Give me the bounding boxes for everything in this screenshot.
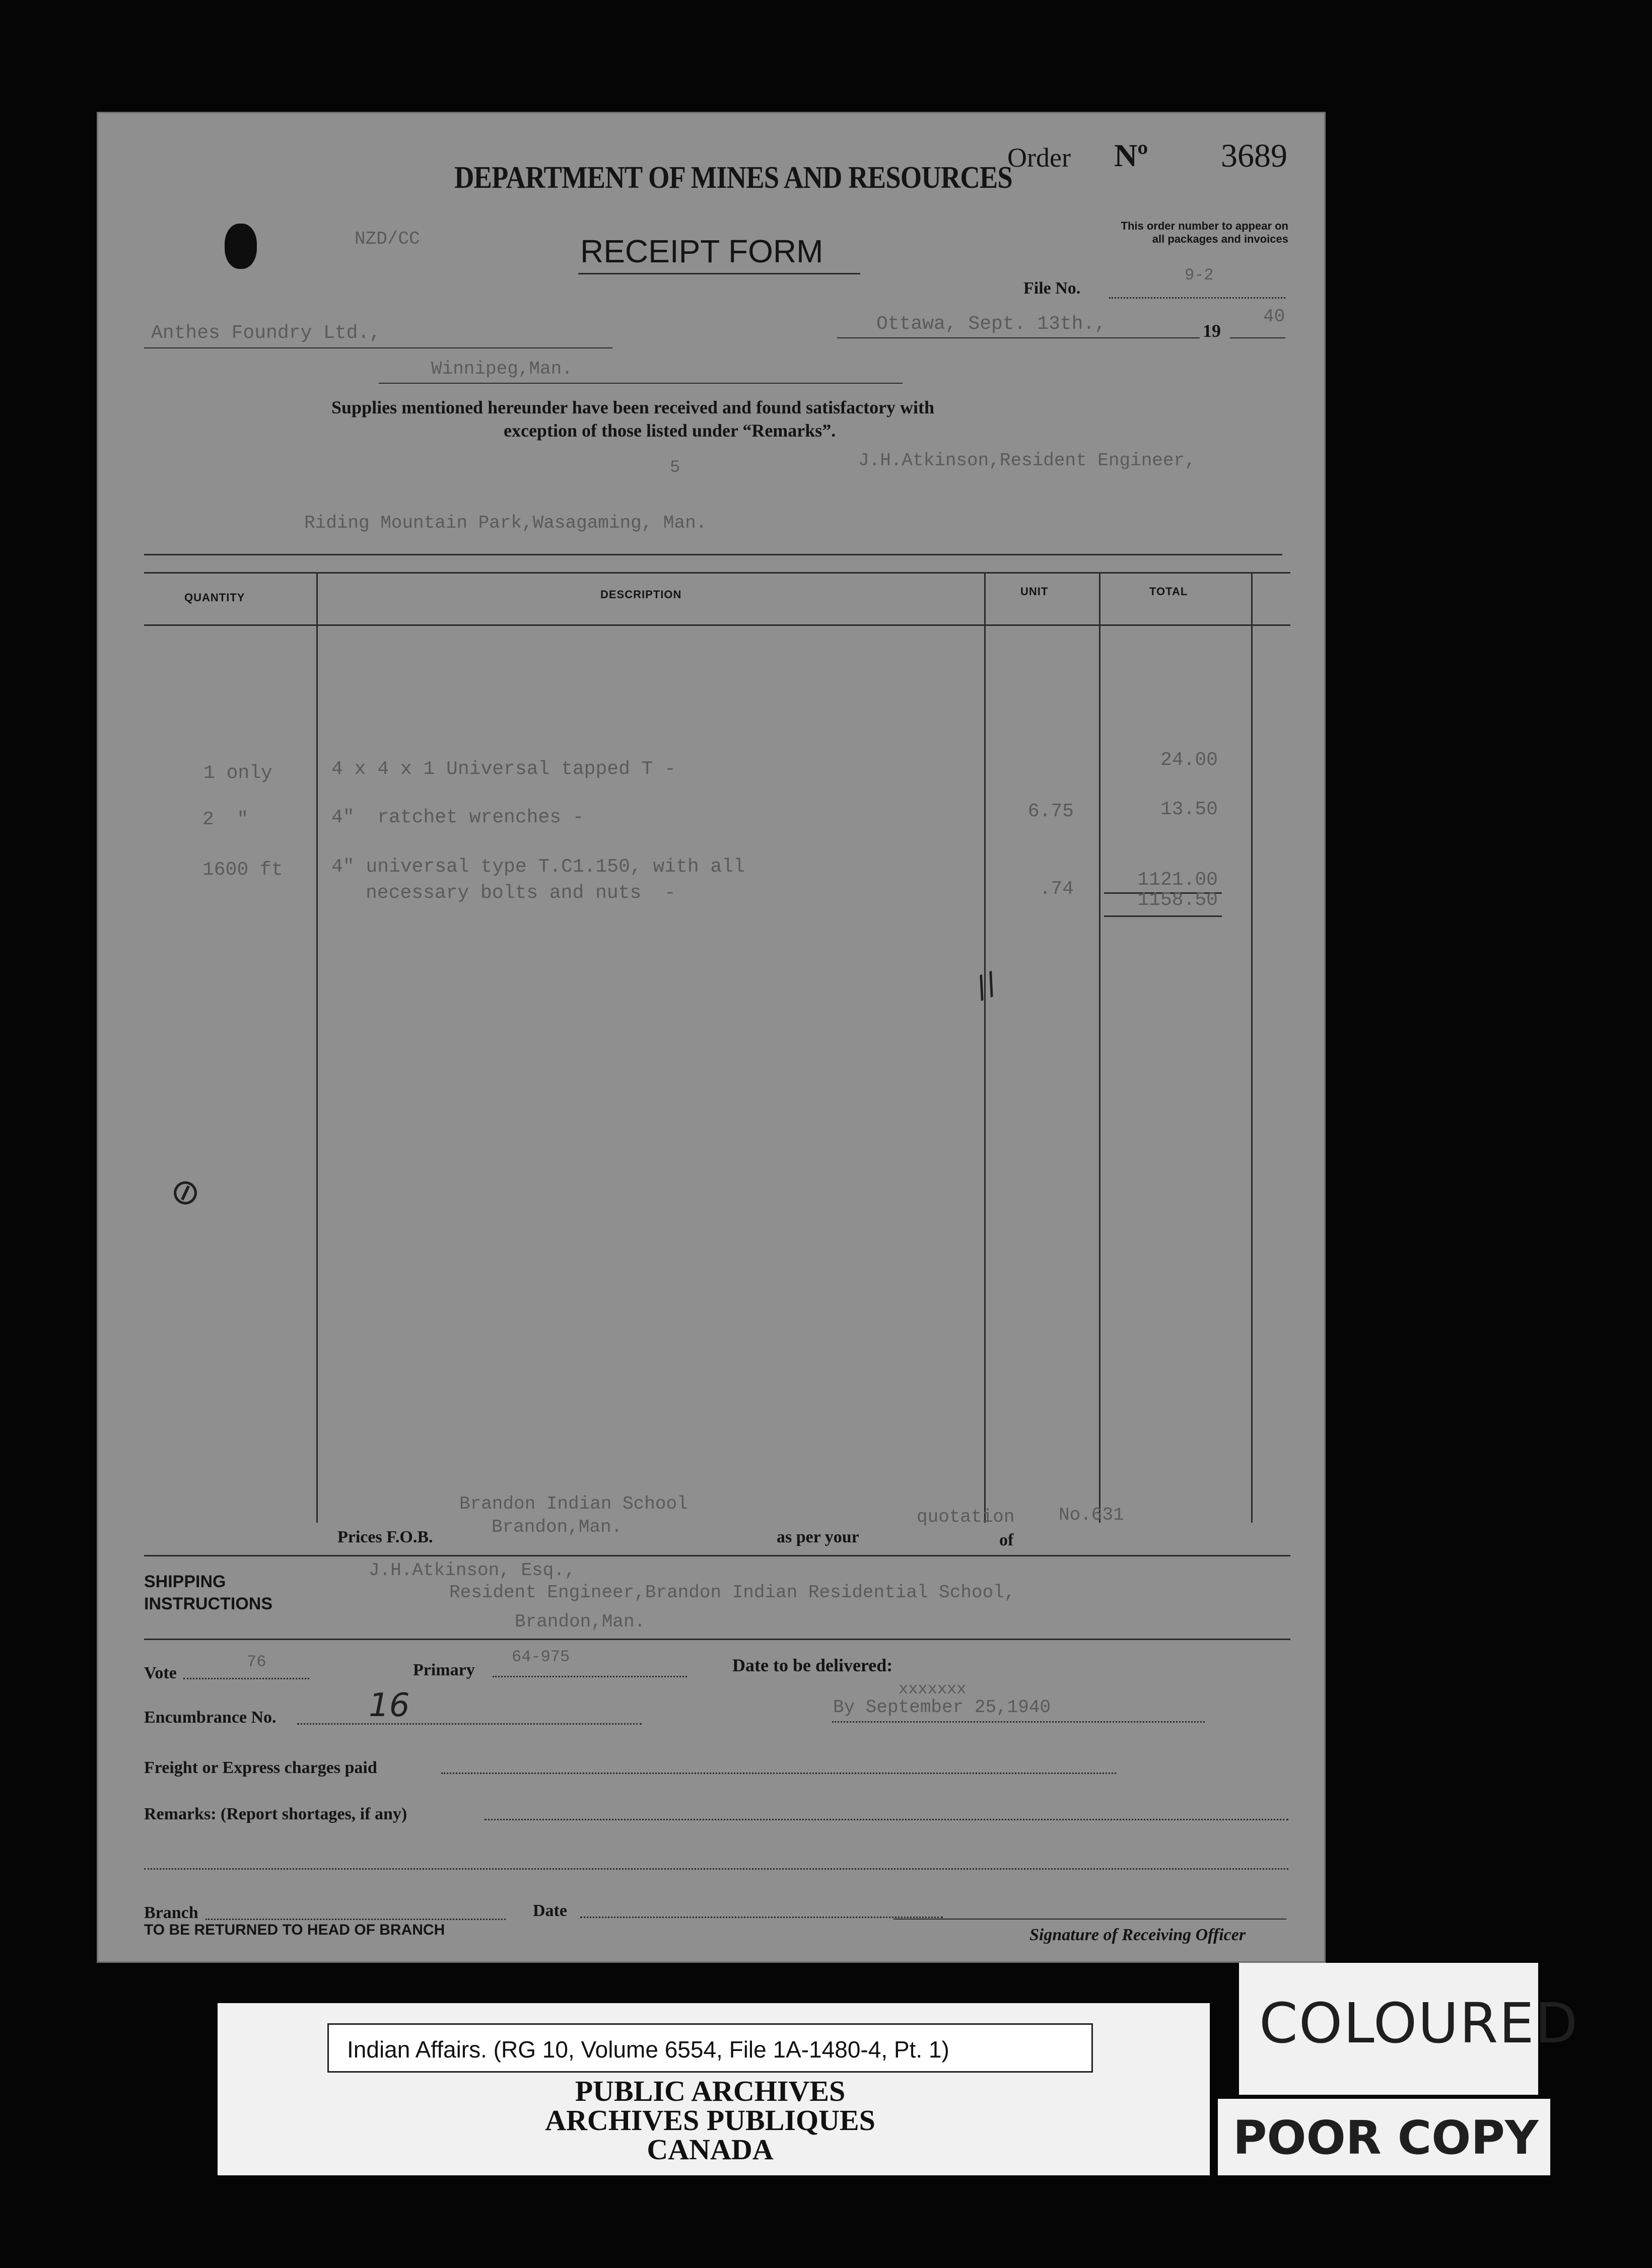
reference-code: NZD/CC bbox=[355, 229, 420, 249]
title-underline bbox=[578, 273, 860, 274]
remarks-label: Remarks: (Report shortages, if any) bbox=[144, 1805, 407, 1823]
supplier-name: Anthes Foundry Ltd., bbox=[151, 322, 381, 344]
quotation-word: quotation bbox=[917, 1507, 1015, 1527]
pencil-check-mark: // bbox=[971, 965, 1002, 1006]
shipping-label-line2: INSTRUCTIONS bbox=[144, 1594, 272, 1613]
date-struck-text: xxxxxxx bbox=[899, 1680, 967, 1698]
shipping-line3: Brandon,Man. bbox=[515, 1611, 646, 1632]
header-unit: UNIT bbox=[1020, 585, 1049, 598]
row-total: 13.50 bbox=[1160, 799, 1218, 820]
order-number-symbol: Nº bbox=[1114, 137, 1148, 173]
fob-location-line1: Brandon Indian School bbox=[459, 1494, 688, 1514]
encumbrance-label: Encumbrance No. bbox=[144, 1708, 277, 1727]
place-date: Ottawa, Sept. 13th., bbox=[876, 313, 1107, 335]
primary-label: Primary bbox=[413, 1661, 475, 1679]
order-label: Order bbox=[1007, 143, 1071, 173]
coloured-tag-text: COLOURED bbox=[1259, 1991, 1579, 2056]
poor-copy-tag bbox=[1218, 2099, 1550, 2175]
statement-line2: exception of those listed under “Remarks”. bbox=[504, 420, 836, 441]
freight-label: Freight or Express charges paid bbox=[144, 1758, 377, 1777]
returned-label: TO BE RETURNED TO HEAD OF BRANCH bbox=[144, 1922, 445, 1938]
shipping-line2: Resident Engineer,Brandon Indian Residential School, bbox=[449, 1582, 1015, 1603]
quotation-number: No.631 bbox=[1059, 1505, 1124, 1525]
header-description: DESCRIPTION bbox=[600, 588, 682, 601]
row-total: 24.00 bbox=[1160, 749, 1218, 771]
prices-fob-label: Prices F.O.B. bbox=[337, 1528, 433, 1546]
grand-total: 1158.50 bbox=[1137, 889, 1218, 911]
row-total: 1121.00 bbox=[1137, 869, 1218, 891]
order-number: 3689 bbox=[1221, 137, 1287, 174]
year-suffix: 40 bbox=[1263, 306, 1285, 327]
order-note-line1: This order number to appear on bbox=[1121, 220, 1288, 232]
pencil-circle-mark: ⊘ bbox=[164, 1167, 206, 1217]
archive-reference-box bbox=[327, 2023, 1093, 2073]
order-note-line2: all packages and invoices bbox=[1152, 233, 1288, 245]
file-no-value: 9-2 bbox=[1185, 266, 1214, 285]
archive-line3: CANADA bbox=[647, 2133, 774, 2166]
header-quantity: QUANTITY bbox=[184, 591, 245, 604]
supplier-city: Winnipeg,Man. bbox=[431, 359, 573, 379]
row-unit: .74 bbox=[1039, 878, 1074, 900]
shipping-line1: J.H.Atkinson, Esq., bbox=[369, 1560, 576, 1581]
primary-value: 64-975 bbox=[512, 1648, 570, 1666]
date-label: Date bbox=[533, 1901, 567, 1920]
statement-line1: Supplies mentioned hereunder have been received and found satisfactory with bbox=[331, 397, 935, 417]
archive-reference: Indian Affairs. (RG 10, Volume 6554, File 1A-1480-4, Pt. 1) bbox=[347, 2036, 949, 2063]
row-quantity: 2 " bbox=[202, 809, 249, 830]
vote-label: Vote bbox=[144, 1664, 177, 1682]
department-title: DEPARTMENT OF MINES AND RESOURCES bbox=[454, 161, 1012, 195]
year-prefix: 19 bbox=[1203, 321, 1221, 341]
shipping-label-line1: SHIPPING bbox=[144, 1572, 226, 1591]
archive-line1: PUBLIC ARCHIVES bbox=[575, 2075, 846, 2107]
recipient-line2: Riding Mountain Park,Wasagaming, Man. bbox=[304, 513, 707, 533]
form-title: RECEIPT FORM bbox=[580, 233, 823, 269]
date-delivered-value: By September 25,1940 bbox=[833, 1697, 1051, 1718]
row-description-continued: necessary bolts and nuts - bbox=[366, 882, 676, 904]
vote-value: 76 bbox=[247, 1653, 266, 1671]
header-total: TOTAL bbox=[1149, 585, 1188, 598]
receipt-form-page bbox=[97, 112, 1326, 1963]
file-no-label: File No. bbox=[1023, 279, 1081, 298]
row-description: 4" universal type T.C1.150, with all bbox=[331, 856, 745, 878]
coloured-tag bbox=[1239, 1963, 1579, 2095]
archive-name bbox=[509, 2077, 912, 2164]
ink-blot bbox=[225, 224, 257, 269]
row-unit: 6.75 bbox=[1027, 801, 1074, 822]
of-label: of bbox=[999, 1531, 1014, 1549]
date-delivered-label: Date to be delivered: bbox=[732, 1655, 893, 1675]
branch-label: Branch bbox=[144, 1903, 198, 1922]
signature-label: Signature of Receiving Officer bbox=[1029, 1926, 1246, 1944]
as-per-label: as per your bbox=[777, 1528, 859, 1546]
statement-mark: 5 bbox=[670, 458, 680, 477]
fob-location-line2: Brandon,Man. bbox=[492, 1517, 623, 1537]
archive-line2: ARCHIVES PUBLIQUES bbox=[545, 2104, 875, 2137]
row-quantity: 1 only bbox=[203, 762, 272, 784]
poor-copy-tag-text: POOR COPY bbox=[1233, 2111, 1539, 2165]
encumbrance-value: 16 bbox=[369, 1687, 410, 1724]
row-description: 4" ratchet wrenches - bbox=[331, 807, 584, 828]
recipient-line1: J.H.Atkinson,Resident Engineer, bbox=[858, 450, 1196, 471]
row-quantity: 1600 ft bbox=[202, 859, 283, 881]
row-description: 4 x 4 x 1 Universal tapped T - bbox=[331, 758, 676, 780]
